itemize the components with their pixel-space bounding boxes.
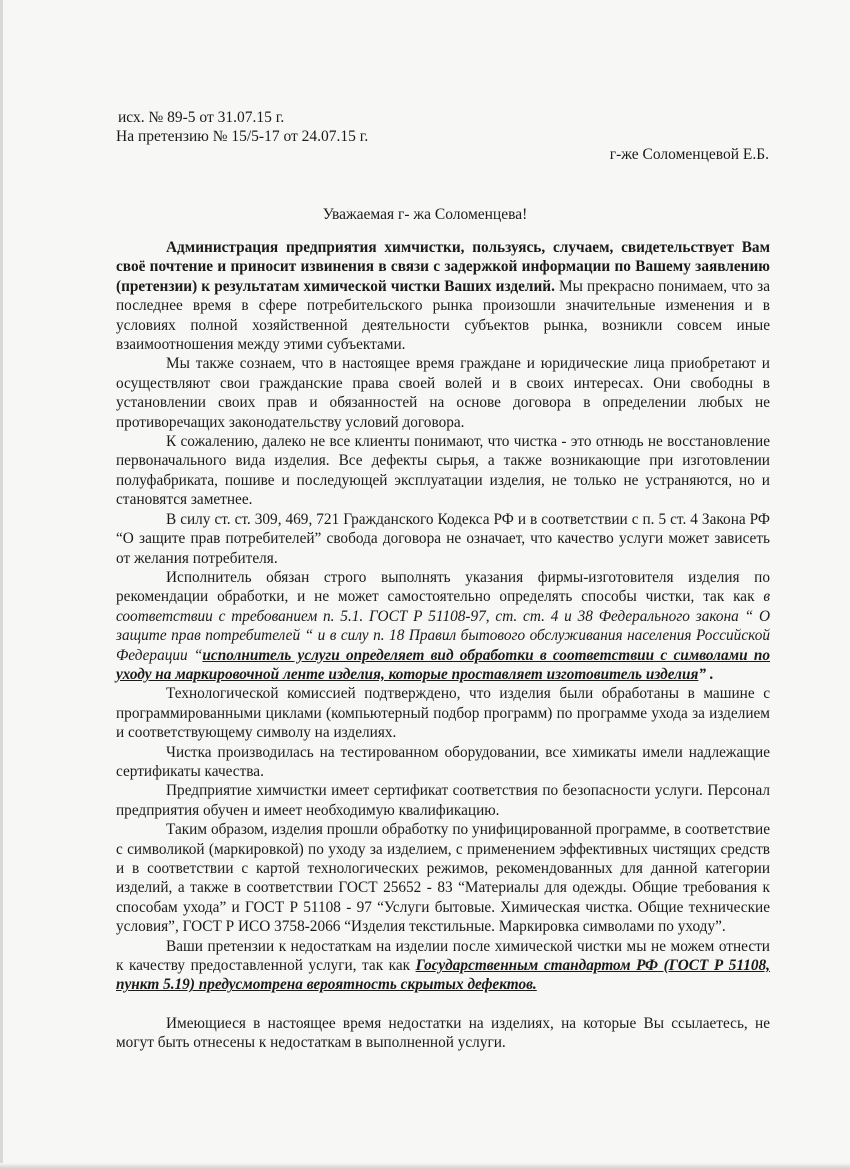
apology-rest-text: Мы прекрасно понимаем, что за последнее время в сфере потребительского рынка произошли значительные изменения и в условиях полной хозяйственной деятельности субъектов рынка, возникли совсем иные взаимоотношения между этими субъектами. — [116, 277, 770, 354]
letter-body — [116, 238, 770, 1053]
paragraph-claims — [116, 937, 770, 995]
claims-emphasis-text: Государственным стандартом РФ (ГОСТ Р 51108, пункт 5.19) предусмотрена вероятность скрытых дефектов. — [116, 957, 771, 994]
apology-bold-text: Администрация предприятия химчистки, пользуясь, случаем, свидетельствует Вам своё почтение и приносит извинения в связи с задержкой информации по Вашему заявлению (претензии) к результатам химической чистки Ваших изделий. — [116, 239, 770, 295]
paragraph-civil-code: В силу ст. ст. 309, 469, 721 Гражданского Кодекса РФ и в соответствии с п. 5 ст. 4 Закона РФ “О защите прав потребителей” свобода договора не означает, что качество услуги может зависеть от желания потребителя. — [116, 510, 770, 567]
outgoing-reference: исх. № 89-5 от 31.07.15 г. — [118, 109, 285, 126]
paragraph-conclusion: Таким образом, изделия прошли обработку по унифицированной программе, в соответствие с символикой (маркировкой) по уходу за изделием, с применением эффективных чистящих средств и в соответствии с картой технологических режимов, рекомендованных для данной категории изделий, а также в соответствии ГОСТ 25652 - 83 “Материалы для одежды. Общие требования к способам ухода” и ГОСТ Р 51108 - 97 “Услуги бытовые. Химическая чистка. Общие технические условия”, ГОСТ Р ИСО 3758-2066 “Изделия текстильные. Маркировка символами по уходу”. — [116, 821, 770, 936]
reply-reference: На претензию № 15/5-17 от 24.07.15 г. — [116, 128, 369, 145]
paragraph-equipment: Чистка производилась на тестированном оборудовании, все химикаты имели надлежащие сертификаты качества. — [116, 743, 770, 780]
obligations-emphasis-text: исполнитель услуги определяет вид обработки в соответствии с символами по уходу на маркировочной ленте изделия, которые проставляет изготовитель изделия — [116, 646, 770, 683]
obligations-plain-text: Исполнитель обязан строго выполнять указания фирмы-изготовителя изделия по рекомендации обработки, и не может самостоятельно определять способы чистки, так как — [116, 568, 770, 606]
addressee: г-же Соломенцевой Е.Б. — [609, 146, 769, 163]
scan-edge-left — [0, 0, 3, 1169]
salutation: Уважаемая г- жа Соломенцева! — [322, 206, 528, 223]
paragraph-apology — [116, 238, 770, 354]
paragraph-certificate: Предприятие химчистки имеет сертификат соответствия по безопасности услуги. Персонал предприятия обучен и имеет необходимую квалификацию. — [116, 782, 770, 819]
obligations-end-text: ” . — [698, 665, 714, 683]
claims-plain-text: Ваши претензии к недостаткам на изделии после химической чистки мы не можем отнести к качеству предоставленной услуги, так как — [116, 937, 770, 975]
scan-edge-bottom — [0, 1163, 850, 1169]
obligations-italic-text: в соответствии с требованием п. 5.1. ГОСТ Р 51108-97, ст. ст. 4 и 38 Федерального закона “ О защите прав потребителей “ и в силу п. 18 Правил бытового обслуживания населения Российской Федерации “ — [116, 588, 770, 664]
paragraph-final: Имеющиеся в настоящее время недостатки на изделиях, на которые Вы ссылаетесь, не могут быть отнесены к недостаткам в выполненной услуги. — [116, 1014, 770, 1052]
paragraph-rights: Мы также сознаем, что в настоящее время граждане и юридические лица приобретают и осуществляют свои гражданские права своей волей и в своих интересах. Они свободны в установлении своих прав и обязанностей на основе договора в определении любых не противоречащих законодательству условий договора. — [116, 355, 770, 431]
paragraph-commission: Технологической комиссией подтверждено, что изделия были обработаны в машине с программированными циклами (компьютерный подбор программ) по программе ухода за изделием и соответствующему символу на изделиях. — [116, 685, 770, 742]
paragraph-obligations — [116, 568, 770, 684]
paragraph-defects: К сожалению, далеко не все клиенты понимают, что чистка - это отнюдь не восстановление первоначального вида изделия. Все дефекты сырья, а также возникающие при изготовлении полуфабриката, пошиве и последующей эксплуатации изделия, не только не устраняются, но и становятся заметнее. — [116, 433, 770, 509]
